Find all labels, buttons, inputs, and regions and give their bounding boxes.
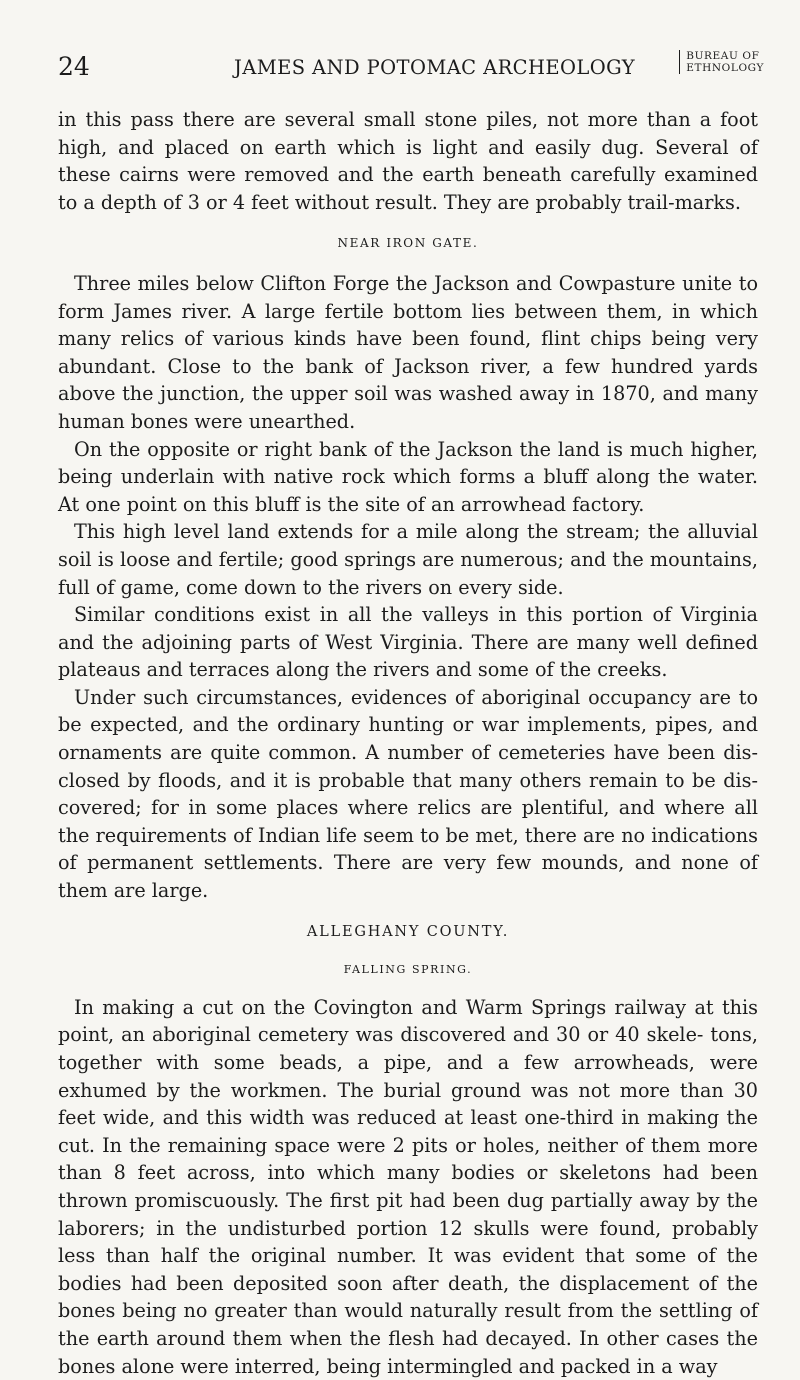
running-head <box>58 50 764 88</box>
paragraph-1: in this pass there are several small stone piles, not more than a foot high, and placed on earth which is light and easily dug. Several of these cairns were removed and the earth beneath carefully examined to a depth of 3 or 4 feet without result. They are probably trail-marks. <box>58 108 758 214</box>
paragraph-5: Similar conditions exist in all the valleys in this portion of Virginia and the adjoining parts of West Virginia. There are many well defined plateaus and terraces along the rivers and some of the creeks. <box>58 603 758 682</box>
bureau-line-2: ETHNOLOGY <box>686 62 764 74</box>
sub-heading-falling-spring: FALLING SPRING. <box>343 963 473 977</box>
page-number: 24 <box>58 52 90 81</box>
section-heading-iron-gate: NEAR IRON GATE. <box>337 236 479 251</box>
running-title: JAMES AND POTOMAC ARCHEOLOGY <box>234 56 636 79</box>
bureau-line-1: BUREAU OF <box>686 50 760 62</box>
page <box>58 50 764 1380</box>
paragraph-3: On the opposite or right bank of the Jackson the land is much higher, being underlain with native rock which forms a bluff along the water. At one point on this bluff is the site of an arrowhead factory. <box>58 437 758 516</box>
paragraph-6: Under such circumstances, evidences of aboriginal occupancy are to be expected, and the ordinary hunting or war implements, pipes, and ornaments are quite common. A number of cemeteries have been dis- closed by floods, and it is probable that many others remain to be dis- covered; for in some places where relics are plentiful, and where all the requirements of Indian life seem to be met, there are no indications of permanent settlements. There are very few mounds, and none of them are large. <box>58 685 758 903</box>
body-text <box>58 106 758 1380</box>
paragraph-7: In making a cut on the Covington and Warm Springs railway at this point, an aboriginal cemetery was discovered and 30 or 40 skele- tons, together with some beads, a pipe, and a few arrowheads, were exhumed by the workmen. The burial ground was not more than 30 feet wide, and this width was reduced at least one-third in making the cut. In the remaining space were 2 pits or holes, neither of them more than 8 feet across, into which many bodies or skeletons had been thrown promiscuously. The first pit had been dug partially away by the laborers; in the undisturbed portion 12 skulls were found, probably less than half the original number. It was evident that some of the bodies had been deposited soon after death, the displacement of the bones being no greater than would naturally result from the settling of the earth around them when the flesh had decayed. In other cases the bones alone were interred, being intermingled and packed in a way <box>58 995 758 1378</box>
county-heading: ALLEGHANY COUNTY. <box>306 923 510 940</box>
bureau-bracket <box>679 50 764 74</box>
paragraph-2: Three miles below Clifton Forge the Jackson and Cowpasture unite to form James river. A large fertile bottom lies between them, in which many relics of various kinds have been found, flint chips being very abundant. Close to the bank of Jackson river, a few hundred yards above the junction, the upper soil was washed away in 1870, and many human bones were unearthed. <box>58 271 758 433</box>
paragraph-4: This high level land extends for a mile along the stream; the alluvial soil is loose and fertile; good springs are numerous; and the mountains, full of game, come down to the rivers on every side. <box>58 520 758 599</box>
